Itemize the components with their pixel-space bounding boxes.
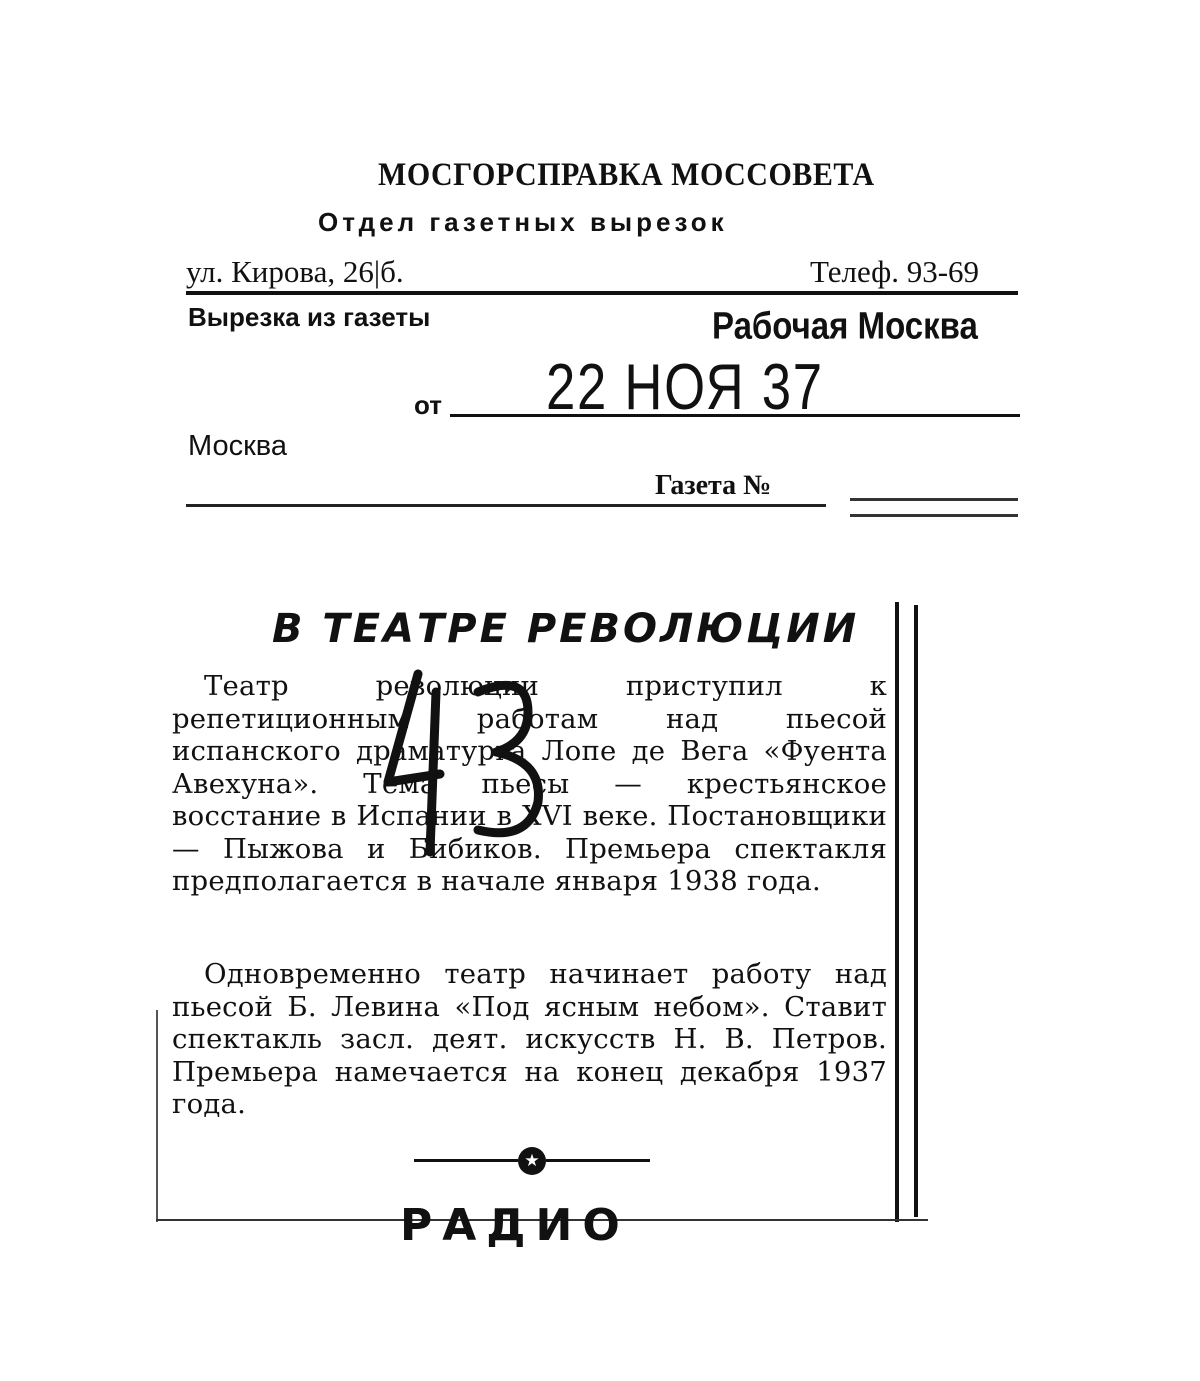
clipping-edge-left (156, 1010, 158, 1222)
separator-line-left (414, 1159, 518, 1162)
column-rule (895, 602, 899, 1222)
next-article-heading-cut: РАДИО (400, 1200, 630, 1251)
clipping-label: Вырезка из газеты (188, 302, 431, 332)
date-stamp: 22 НОЯ 37 (546, 351, 824, 424)
date-label: от (414, 390, 442, 420)
article-headline: В ТЕАТРЕ РЕВОЛЮЦИИ (272, 606, 860, 652)
bureau-name: МОСГОРСПРАВКА МОССОВЕТА (378, 156, 875, 193)
article-paragraph-1: Театр революции приступил к репетиционным работам над пьесой испанского драматурга Лопе де Вега «Фуента Авехуна». Тема пьесы — крестьянское восстание в Испании в XVI веке. Постановщики — Пыжова и Бибиков. Премьера спектакля предполагается в начале января 1938 года. (172, 670, 887, 897)
separator-line-right (546, 1159, 650, 1162)
article-paragraph-2: Одновременно театр начинает работу над пьесой Б. Левина «Под ясным небом». Ставит спектакль засл. деят. искусств Н. В. Петров. Премьера намечается на конец декабря 1937 года. (172, 958, 887, 1120)
city-label: Москва (188, 430, 288, 462)
column-rule-outer (914, 605, 918, 1217)
department-name: Отдел газетных вырезок (318, 207, 728, 237)
bureau-phone: Телеф. 93-69 (810, 254, 980, 289)
issue-number-label: Газета № (655, 470, 772, 501)
separator-star-icon: ★ (518, 1147, 546, 1175)
footer-rule-left (186, 504, 826, 507)
newspaper-name: Рабочая Москва (712, 304, 978, 347)
bureau-address: ул. Кирова, 26|б. (186, 254, 404, 289)
header-rule (186, 291, 1018, 295)
issue-rule-top (850, 498, 1018, 501)
issue-rule-bottom (850, 514, 1018, 517)
